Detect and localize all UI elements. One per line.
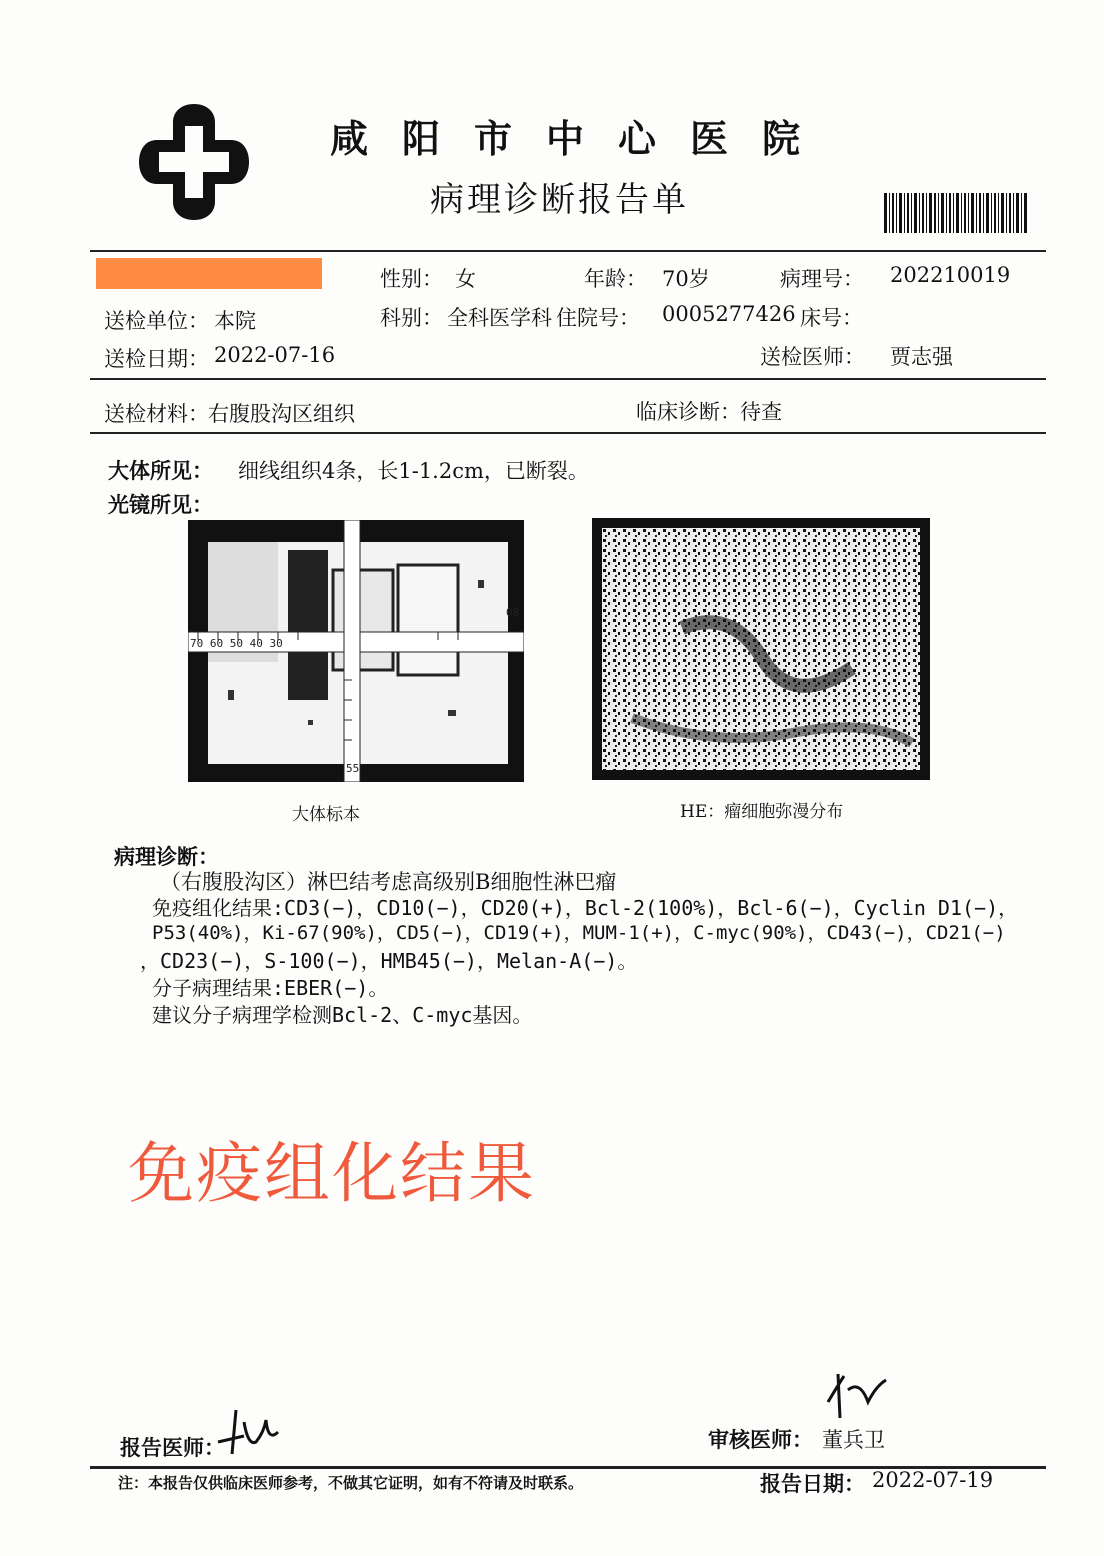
footer-note: 注：本报告仅供临床医师参考，不做其它证明，如有不符请及时联系。 [118,1474,584,1492]
dept-value: 全科医学科 [447,306,552,330]
diagnosis-line-2: 免疫组化结果:CD3(−)，CD10(−)，CD20(+)，Bcl-2(100%)，Bcl-6(−)，Cyclin D1(−)， [152,896,1019,920]
submit-date-label: 送检日期： [104,347,209,371]
barcode [884,193,1028,233]
reviewer-name: 董兵卫 [822,1428,885,1452]
material-value: 右腹股沟区组织 [208,402,355,426]
ruler-label: 70 60 50 40 30 [190,637,283,650]
age-value: 70岁 [662,267,710,291]
hospital-name: 咸阳市中心医院 [330,116,835,161]
ruler-tag-label: 08 [506,606,520,619]
diagnosis-line-1: （右腹股沟区）淋巴结考虑高级别B细胞性淋巴瘤 [160,870,617,894]
divider-specimen [90,432,1046,434]
diagnosis-line-3: P53(40%)，Ki-67(90%)，CD5(−)，CD19(+)，MUM-1(+)，C-myc(90%)，CD43(−)，CD21(−) [152,922,1006,944]
unit-label: 送检单位： [104,309,209,333]
age-label: 年龄： [584,267,647,291]
divider-top [90,250,1046,252]
gross-findings-text: 细线组织4条，长1-1.2cm，已断裂。 [238,459,589,483]
unit-value: 本院 [214,309,256,333]
reporter-label: 报告医师： [120,1435,225,1460]
gross-specimen-image [188,520,524,782]
gender-value: 女 [455,267,476,291]
submit-doctor-value: 贾志强 [890,345,953,369]
gross-specimen-drawing [188,520,524,782]
clinical-diagnosis-label: 临床诊断： [636,400,741,424]
he-microscopy-drawing [592,518,930,780]
hospital-cross-logo [135,100,253,224]
material-label: 送检材料： [104,402,209,426]
gross-specimen-caption: 大体标本 [292,805,360,825]
microscopy-label: 光镜所见： [108,492,213,517]
inpatient-no-value: 0005277426 [662,302,796,326]
watermark-text: 免疫组化结果 [128,1135,536,1212]
pathology-no-label: 病理号： [780,267,864,291]
gender-label: 性别： [380,267,443,291]
reviewer-signature [820,1372,892,1424]
reviewer-label: 审核医师： [708,1427,813,1452]
reporter-signature [214,1402,284,1458]
gross-findings-label: 大体所见： [108,458,213,483]
dept-label: 科别： [380,306,443,330]
ruler-side-label: 55 [346,762,360,775]
pathology-no-value: 202210019 [890,263,1011,287]
report-title: 病理诊断报告单 [430,180,689,220]
report-date-label: 报告日期： [760,1471,865,1496]
diagnosis-line-4: ，CD23(−)，S-100(−)，HMB45(−)，Melan-A(−)。 [140,949,638,973]
submit-date-value: 2022-07-16 [214,343,336,367]
clinical-diagnosis-value: 待查 [740,400,782,424]
bed-label: 床号： [800,306,863,330]
diagnosis-line-6: 建议分子病理学检测Bcl-2、C-myc基因。 [152,1003,533,1027]
report-date-value: 2022-07-19 [872,1468,994,1492]
he-microscopy-caption: HE：瘤细胞弥漫分布 [680,802,844,822]
he-microscopy-image [592,518,930,780]
diagnosis-label: 病理诊断： [114,844,219,869]
redacted-patient-name [96,258,322,289]
diagnosis-line-5: 分子病理结果:EBER(−)。 [152,976,389,1000]
inpatient-no-label: 住院号： [556,306,640,330]
submit-doctor-label: 送检医师： [760,345,865,369]
divider-info [90,378,1046,380]
